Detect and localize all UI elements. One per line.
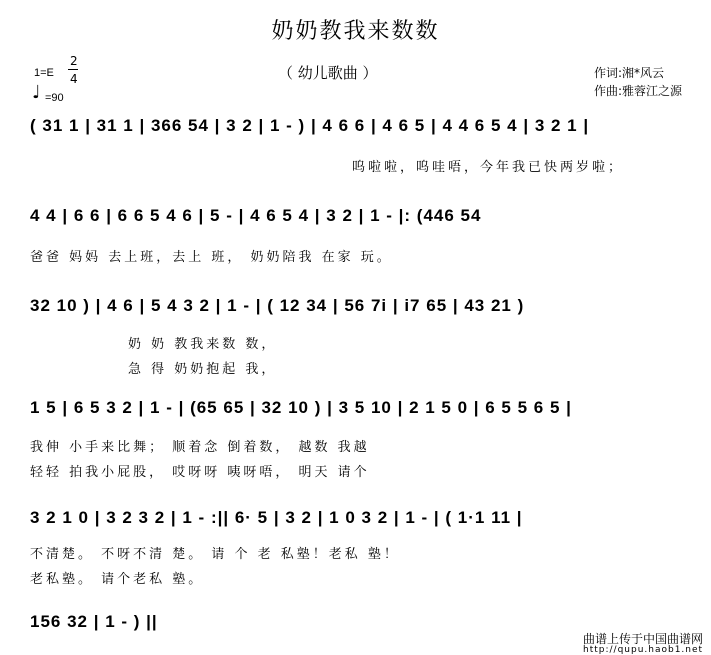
tempo: =90 xyxy=(45,92,64,104)
music-line-4: 1 5 | 6 5 3 2 | 1 - | (65 65 | 32 10 ) | 3 5 10 | 2 1 5 0 | 6 5 5 6 5 | xyxy=(30,398,572,417)
time-signature-bottom: 4 xyxy=(70,72,78,86)
music-line-1: ( 31 1 | 31 1 | 366 54 | 3 2 | 1 - ) | 4 6 6 | 4 6 5 | 4 4 6 5 4 | 3 2 1 | xyxy=(30,116,590,135)
quarter-note-icon: ♩ xyxy=(32,82,41,103)
time-signature-top: 2 xyxy=(70,54,78,68)
lyric-line-3b: 急 得 奶奶抱起 我， xyxy=(128,362,278,377)
song-title: 奶奶教我来数数 xyxy=(271,19,440,44)
lyricist-credit: 作词:湘*风云 xyxy=(594,66,665,80)
footer-upload-note: 曲谱上传于中国曲谱网 xyxy=(583,632,704,646)
music-line-2: 4 4 | 6 6 | 6 6 5 4 6 | 5 - | 4 6 5 4 | 3 2 | 1 - |: (446 54 xyxy=(30,206,482,225)
music-line-3: 32 10 ) | 4 6 | 5 4 3 2 | 1 - | ( 12 34 | 56 7i | i7 65 | 43 21 ) xyxy=(30,296,525,315)
song-genre: （ 幼儿歌曲 ） xyxy=(278,64,378,82)
lyric-line-3a: 奶 奶 教我来数 数， xyxy=(128,337,278,352)
lyric-line-4a: 我伸 小手来比舞； 顺着念 倒着数， 越数 我越 xyxy=(30,440,370,455)
lyric-line-2a: 爸爸 妈妈 去上班，去上 班， 奶奶陪我 在家 玩。 xyxy=(30,250,393,265)
music-line-6: 156 32 | 1 - ) || xyxy=(30,612,158,631)
lyric-line-4b: 轻轻 拍我小屁股， 哎呀呀 咦呀唔， 明天 请个 xyxy=(30,465,370,480)
lyric-line-5b: 老私塾。 请个老私 塾。 xyxy=(30,572,205,587)
lyric-line-5a: 不清楚。 不呀不清 楚。 请 个 老 私塾！老私 塾！ xyxy=(30,547,400,562)
music-line-5: 3 2 1 0 | 3 2 3 2 | 1 - :|| 6· 5 | 3 2 | 1 0 3 2 | 1 - | ( 1·1 11 | xyxy=(30,508,523,527)
key-signature: 1=E xyxy=(34,67,54,79)
time-signature-line xyxy=(68,69,78,70)
composer-credit: 作曲:雅蓉江之源 xyxy=(594,84,683,98)
footer-url: http://qupu.haob1.net xyxy=(583,645,704,655)
lyric-line-1a: 呜啦啦，呜哇唔，今年我已快两岁啦； xyxy=(352,160,625,175)
